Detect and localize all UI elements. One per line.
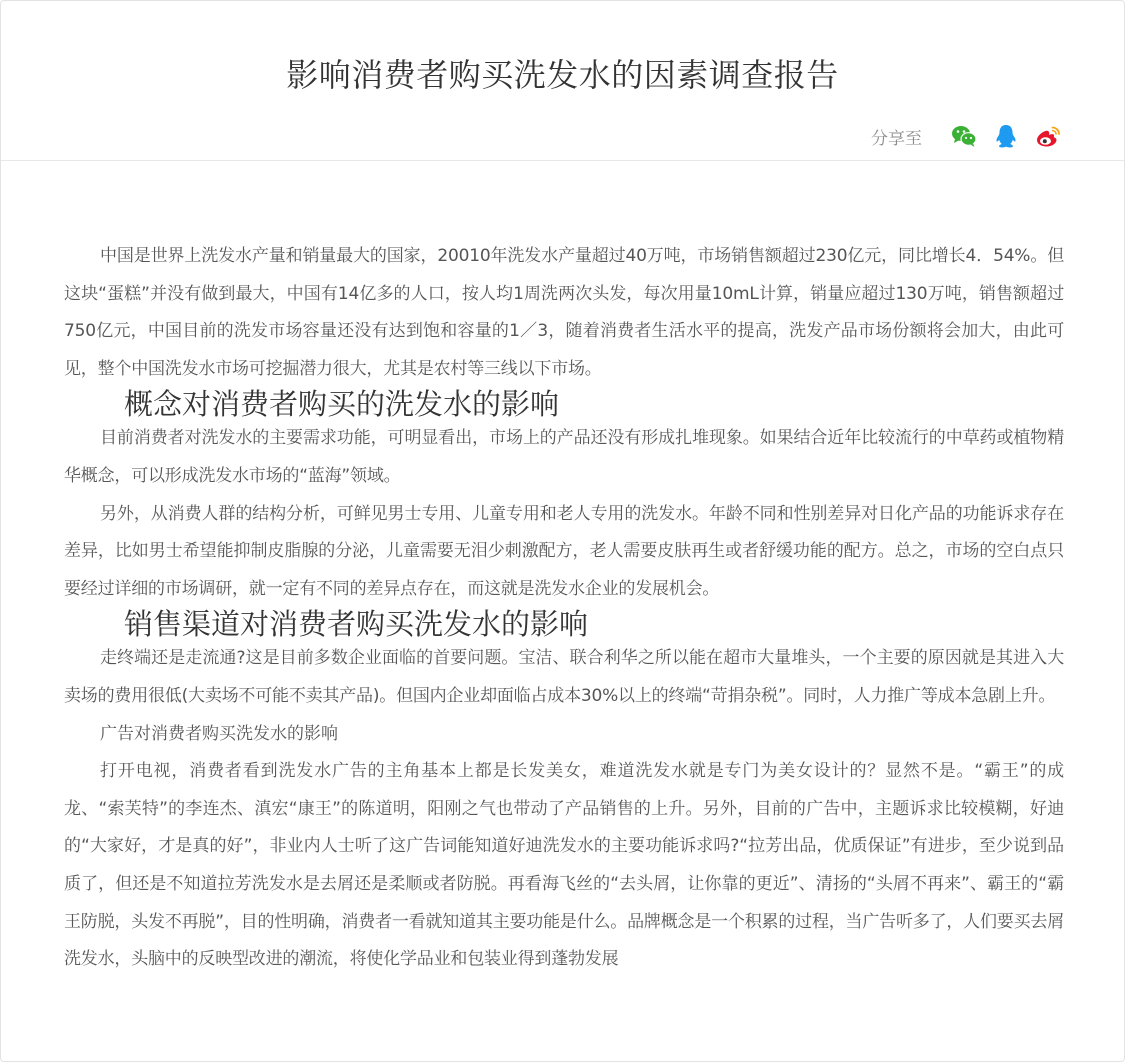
article-title: 影响消费者购买洗发水的因素调查报告 xyxy=(286,56,839,94)
share-label: 分享至 xyxy=(871,128,922,149)
wechat-icon[interactable] xyxy=(950,122,978,150)
paragraph-intro: 中国是世界上洗发水产量和销量最大的国家，20010年洗发水产量超过40万吨，市场销售额超过230亿元，同比增长4．54%。但这块“蛋糕”并没有做到最大，中国有14亿多的人口，按人均1周洗两次头发，每次用量10mL计算，销量应超过130万吨，销售额超过750亿元，中国目前的洗发市场容量还没有达到饱和容量的1／3，随着消费者生活水平的提高，洗发产品市场份额将会加大，由此可见，整个中国洗发水市场可挖掘潜力很大，尤其是农村等三线以下市场。 xyxy=(64,246,1064,379)
section-heading-channel: 销售渠道对消费者购买洗发水的影响 xyxy=(124,607,589,642)
section-heading-advertising: 广告对消费者购买洗发水的影响 xyxy=(100,723,338,744)
article-header xyxy=(1,1,1124,161)
paragraph-concept: 目前消费者对洗发水的主要需求功能，可明显看出，市场上的产品还没有形成扎堆现象。如果结合近年比较流行的中草药或植物精华概念，可以形成洗发水市场的“蓝海”领域。 xyxy=(64,428,1064,486)
paragraph-channel: 走终端还是走流通?这是目前多数企业面临的首要问题。宝洁、联合利华之所以能在超市大量堆头，一个主要的原因就是其进入大卖场的费用很低(大卖场不可能不卖其产品)。但国内企业却面临占成本30%以上的终端“苛捐杂税”。同时，人力推广等成本急剧上升。 xyxy=(64,648,1064,706)
qq-icon[interactable] xyxy=(992,122,1020,150)
paragraph-advertising: 打开电视，消费者看到洗发水广告的主角基本上都是长发美女，难道洗发水就是专门为美女设计的？显然不是。“霸王”的成龙、“索芙特”的李连杰、滇宏“康王”的陈道明，阳刚之气也带动了产品销售的上升。另外，目前的广告中，主题诉求比较模糊，好迪的“大家好，才是真的好”，非业内人士听了这广告词能知道好迪洗发水的主要功能诉求吗?“拉芳出品，优质保证”有进步，至少说到品质了，但还是不知道拉芳洗发水是去屑还是柔顺或者防脱。再看海飞丝的“去头屑，让你靠的更近”、清扬的“头屑不再来”、霸王的“霸王防脱，头发不再脱”，目的性明确，消费者一看就知道其主要功能是什么。品牌概念是一个积累的过程，当广告听多了，人们要买去屑洗发水，头脑中的反映型改进的潮流，将使化学品业和包装业得到蓬勃发展 xyxy=(64,761,1064,970)
section-heading-concept: 概念对消费者购买的洗发水的影响 xyxy=(124,387,560,422)
weibo-icon[interactable] xyxy=(1034,122,1062,150)
share-bar xyxy=(871,121,1062,151)
article-body xyxy=(64,238,1064,979)
paragraph-demographics: 另外，从消费人群的结构分析，可鲜见男士专用、儿童专用和老人专用的洗发水。年龄不同和性别差异对日化产品的功能诉求存在差异，比如男士希望能抑制皮脂腺的分泌，儿童需要无泪少刺激配方，老人需要皮肤再生或者舒缓功能的配方。总之，市场的空白点只要经过详细的市场调研，就一定有不同的差异点存在，而这就是洗发水企业的发展机会。 xyxy=(64,503,1064,599)
